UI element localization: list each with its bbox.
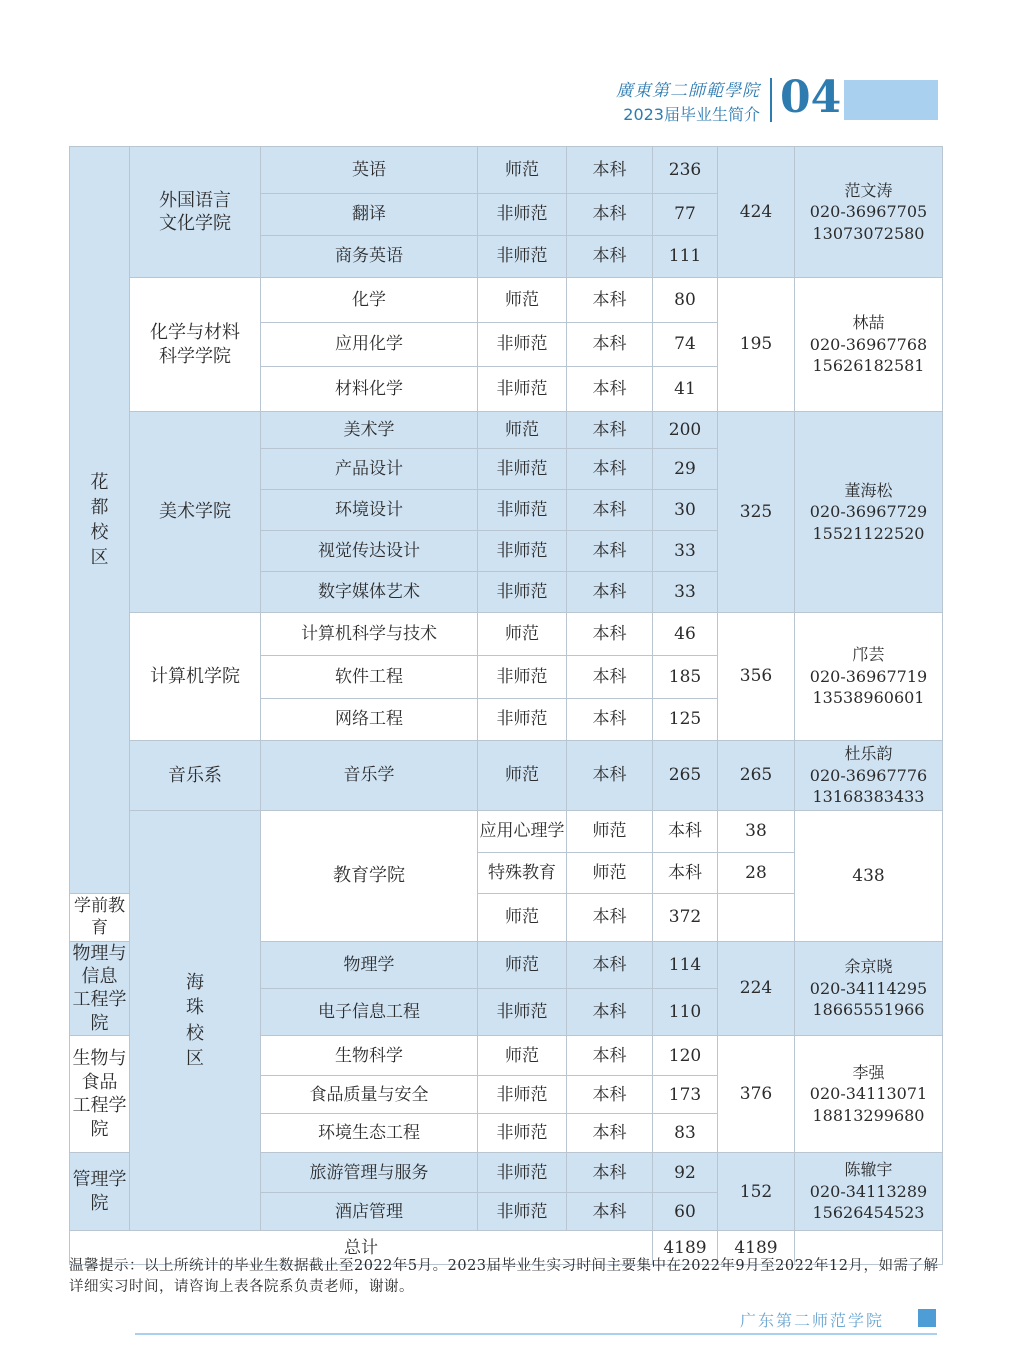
- table-row: [70, 278, 943, 323]
- graduate-count: 28: [718, 852, 795, 894]
- major-type: 师范: [478, 894, 567, 941]
- campus-cell: [70, 147, 130, 894]
- department-name: 化学与材料 科学学院: [130, 278, 261, 412]
- graduate-count: 185: [653, 656, 718, 699]
- major-name: 特殊教育: [478, 852, 567, 894]
- degree-level: 本科: [567, 741, 653, 811]
- degree-level: 本科: [567, 941, 653, 988]
- graduate-count: 110: [653, 988, 718, 1035]
- table-row: [70, 741, 943, 811]
- contact-phone: 020-34114295: [809, 978, 928, 998]
- degree-level: 本科: [567, 194, 653, 236]
- contact-mobile: 13538960601: [812, 688, 925, 708]
- department-contact: [795, 941, 943, 1036]
- table-row: [70, 811, 943, 853]
- graduate-count: 74: [653, 323, 718, 367]
- major-name: 化学: [261, 278, 478, 323]
- degree-level: 本科: [567, 988, 653, 1035]
- degree-level: 本科: [567, 613, 653, 656]
- contact-name: 李强: [852, 1062, 885, 1082]
- major-name: 材料化学: [261, 367, 478, 412]
- major-name: 视觉传达设计: [261, 531, 478, 572]
- major-type: 非师范: [478, 194, 567, 236]
- major-name: 食品质量与安全: [261, 1076, 478, 1114]
- graduate-count: 236: [653, 147, 718, 194]
- department-contact: [795, 147, 943, 278]
- degree-level: 本科: [567, 367, 653, 412]
- department-contact: [795, 278, 943, 412]
- header-divider: [770, 78, 772, 122]
- major-type: 非师范: [478, 490, 567, 531]
- department-contact: [795, 741, 943, 811]
- major-type: 师范: [478, 147, 567, 194]
- major-type: 非师范: [478, 367, 567, 412]
- degree-level: 本科: [567, 278, 653, 323]
- major-type: 非师范: [478, 1193, 567, 1231]
- footnote: 温馨提示：以上所统计的毕业生数据截止至2022年5月。2023届毕业生实习时间主要集中在2022年9月至2022年12月，如需了解详细实习时间，请咨询上表各院系负责老师，谢谢。: [69, 1258, 939, 1295]
- degree-level: 本科: [567, 147, 653, 194]
- degree-level: 本科: [567, 412, 653, 449]
- contact-phone: 020-36967705: [809, 202, 928, 222]
- graduate-count: 265: [653, 741, 718, 811]
- graduate-count: 173: [653, 1076, 718, 1114]
- contact-phone: 020-36967768: [809, 334, 928, 354]
- contact-mobile: 18813299680: [812, 1105, 925, 1125]
- degree-level: 本科: [567, 1036, 653, 1076]
- contact-name: 范文涛: [844, 180, 893, 200]
- graduate-count: 111: [653, 236, 718, 278]
- major-type: 师范: [478, 412, 567, 449]
- major-name: 电子信息工程: [261, 988, 478, 1035]
- graduate-count: 33: [653, 531, 718, 572]
- graduate-count: 114: [653, 941, 718, 988]
- major-type: 非师范: [478, 699, 567, 741]
- degree-level: 本科: [567, 572, 653, 613]
- contact-mobile: 15626454523: [812, 1203, 925, 1223]
- graduate-table: [69, 146, 943, 1265]
- footer-rule: [135, 1333, 937, 1335]
- major-name: 应用心理学: [478, 811, 567, 853]
- major-name: 网络工程: [261, 699, 478, 741]
- major-name: 音乐学: [261, 741, 478, 811]
- major-name: 英语: [261, 147, 478, 194]
- major-type: 非师范: [478, 449, 567, 490]
- contact-mobile: 18665551966: [812, 1000, 925, 1020]
- major-name: 物理学: [261, 941, 478, 988]
- contact-phone: 020-34113289: [809, 1181, 928, 1201]
- department-subtotal: 438: [795, 811, 943, 942]
- major-type: 师范: [567, 852, 653, 894]
- contact-phone: 020-36967729: [809, 502, 928, 522]
- table-row: [70, 613, 943, 656]
- major-type: 非师范: [478, 1076, 567, 1114]
- graduate-count: 372: [653, 894, 718, 941]
- total-label: 总计: [70, 1231, 653, 1265]
- header-color-block: [844, 80, 938, 120]
- major-name: 翻译: [261, 194, 478, 236]
- contact-name: 杜乐韵: [844, 744, 893, 764]
- degree-level: 本科: [567, 236, 653, 278]
- total-count: 4189: [653, 1231, 718, 1265]
- department-name: 物理与信息 工程学院: [70, 941, 130, 1036]
- contact-mobile: 13073072580: [812, 223, 925, 243]
- major-name: 环境生态工程: [261, 1114, 478, 1153]
- degree-level: 本科: [567, 699, 653, 741]
- department-name: 计算机学院: [130, 613, 261, 741]
- department-subtotal: 265: [718, 741, 795, 811]
- major-type: 师范: [478, 941, 567, 988]
- contact-mobile: 15626182581: [812, 356, 925, 376]
- department-subtotal: 356: [718, 613, 795, 741]
- graduate-count: 200: [653, 412, 718, 449]
- degree-level: 本科: [567, 894, 653, 941]
- department-subtotal: 325: [718, 412, 795, 613]
- page-header: [600, 74, 1022, 126]
- graduate-count: 41: [653, 367, 718, 412]
- department-name: 美术学院: [130, 412, 261, 613]
- graduate-count: 33: [653, 572, 718, 613]
- major-name: 旅游管理与服务: [261, 1153, 478, 1193]
- contact-name: 余京晓: [844, 956, 893, 976]
- degree-level: 本科: [567, 1114, 653, 1153]
- department-contact: [795, 1036, 943, 1153]
- major-name: 产品设计: [261, 449, 478, 490]
- department-subtotal: 376: [718, 1036, 795, 1153]
- major-type: 非师范: [478, 531, 567, 572]
- major-name: 应用化学: [261, 323, 478, 367]
- degree-level: 本科: [567, 531, 653, 572]
- graduate-count: 60: [653, 1193, 718, 1231]
- degree-level: 本科: [653, 852, 718, 894]
- degree-level: 本科: [567, 490, 653, 531]
- department-subtotal: 424: [718, 147, 795, 278]
- department-contact: [795, 1153, 943, 1231]
- table-row: [70, 412, 943, 449]
- department-contact: [795, 613, 943, 741]
- major-type: 非师范: [478, 236, 567, 278]
- degree-level: 本科: [567, 449, 653, 490]
- header-subtitle: 2023届毕业生简介: [623, 105, 760, 124]
- degree-level: 本科: [567, 1153, 653, 1193]
- major-type: 师范: [478, 613, 567, 656]
- major-type: 师范: [478, 1036, 567, 1076]
- department-name: 管理学院: [70, 1153, 130, 1231]
- degree-level: 本科: [567, 1193, 653, 1231]
- major-name: 环境设计: [261, 490, 478, 531]
- contact-mobile: 15521122520: [812, 523, 925, 543]
- department-name: 音乐系: [130, 741, 261, 811]
- major-name: 学前教育: [70, 894, 130, 941]
- contact-name: 陈辙宇: [844, 1160, 893, 1180]
- page-number: 04: [780, 72, 842, 123]
- department-subtotal: 152: [718, 1153, 795, 1231]
- department-contact: [795, 412, 943, 613]
- graduate-count: 125: [653, 699, 718, 741]
- campus-name: 海 珠 校 区: [186, 972, 204, 1069]
- contact-name: 林喆: [852, 313, 885, 333]
- major-type: 非师范: [478, 656, 567, 699]
- graduate-count: 92: [653, 1153, 718, 1193]
- table-row: [70, 147, 943, 194]
- major-type: 非师范: [478, 988, 567, 1035]
- graduate-count: 38: [718, 811, 795, 853]
- department-subtotal: 195: [718, 278, 795, 412]
- degree-level: 本科: [567, 1076, 653, 1114]
- degree-level: 本科: [567, 656, 653, 699]
- major-type: 非师范: [478, 572, 567, 613]
- graduate-count: 46: [653, 613, 718, 656]
- major-type: 师范: [478, 741, 567, 811]
- major-name: 酒店管理: [261, 1193, 478, 1231]
- major-name: 计算机科学与技术: [261, 613, 478, 656]
- graduate-count: 80: [653, 278, 718, 323]
- contact-name: 董海松: [844, 480, 893, 500]
- campus-name: 花 都 校 区: [90, 471, 109, 569]
- contact-phone: 020-36967776: [809, 765, 928, 785]
- graduate-count: 83: [653, 1114, 718, 1153]
- major-name: 数字媒体艺术: [261, 572, 478, 613]
- major-name: 商务英语: [261, 236, 478, 278]
- degree-level: 本科: [567, 323, 653, 367]
- major-name: 美术学: [261, 412, 478, 449]
- department-name: 教育学院: [261, 811, 478, 942]
- major-name: 生物科学: [261, 1036, 478, 1076]
- campus-cell: [130, 811, 261, 1231]
- major-type: 非师范: [478, 1114, 567, 1153]
- graduate-count: 29: [653, 449, 718, 490]
- footer-color-block: [918, 1309, 936, 1327]
- major-type: 师范: [478, 278, 567, 323]
- department-name: 外国语言 文化学院: [130, 147, 261, 278]
- major-type: 师范: [567, 811, 653, 853]
- header-school-name: 廣東第二師範學院: [616, 81, 760, 101]
- total-subtotal: 4189: [718, 1231, 795, 1265]
- graduate-count: 120: [653, 1036, 718, 1076]
- major-type: 非师范: [478, 323, 567, 367]
- major-name: 软件工程: [261, 656, 478, 699]
- major-type: 非师范: [478, 1153, 567, 1193]
- department-name: 生物与食品 工程学院: [70, 1036, 130, 1153]
- contact-phone: 020-34113071: [809, 1084, 928, 1104]
- contact-name: 邝芸: [852, 645, 885, 665]
- contact-mobile: 13168383433: [812, 787, 925, 807]
- department-subtotal: 224: [718, 941, 795, 1036]
- footer-school-name: 广东第二师范学院: [740, 1311, 885, 1330]
- graduate-count: 30: [653, 490, 718, 531]
- degree-level: 本科: [653, 811, 718, 853]
- graduate-count: 77: [653, 194, 718, 236]
- contact-phone: 020-36967719: [809, 666, 928, 686]
